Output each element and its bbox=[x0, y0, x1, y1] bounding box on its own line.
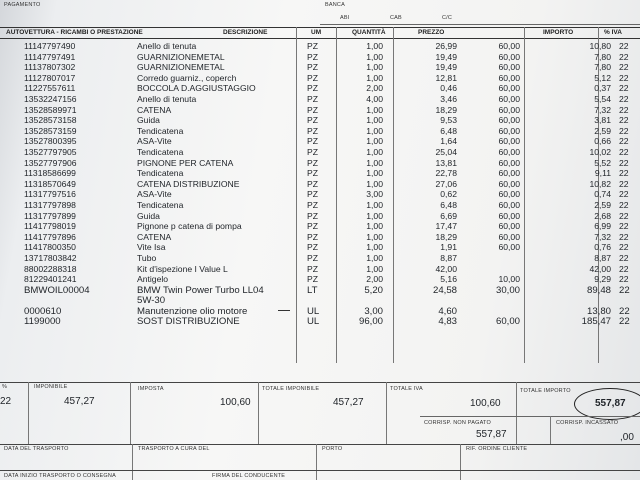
start-transport-label: DATA INIZIO TRASPORTO O CONSEGNA bbox=[4, 473, 116, 479]
tax-label: IMPOSTA bbox=[138, 386, 164, 392]
table-row bbox=[0, 264, 640, 274]
cell-disc: 60,00 bbox=[498, 231, 520, 242]
cell-um: UL bbox=[307, 305, 320, 317]
col-header-price: PREZZO bbox=[418, 29, 445, 36]
cell-vat: 22 bbox=[619, 94, 629, 104]
cell-qty: 1,00 bbox=[366, 231, 383, 242]
taxable-value: 457,27 bbox=[64, 396, 95, 407]
cell-price: 0,46 bbox=[440, 83, 457, 94]
cell-amount: 5,52 bbox=[594, 157, 611, 168]
transport-sep-2 bbox=[316, 444, 317, 480]
cell-um: LT bbox=[307, 284, 318, 296]
cell-desc: Tendicatena bbox=[137, 125, 184, 136]
cell-price: 4,83 bbox=[438, 316, 457, 328]
cell-code: 11227557611 bbox=[24, 83, 76, 94]
cell-desc-continued: 5W-30 bbox=[137, 294, 166, 306]
cell-code: 11317797898 bbox=[24, 200, 76, 210]
totals-sep-3 bbox=[258, 382, 259, 444]
table-row bbox=[0, 307, 640, 317]
cell-disc: 60,00 bbox=[498, 83, 520, 94]
cell-code: 11127807017 bbox=[24, 72, 76, 83]
cell-vat: 22 bbox=[619, 41, 629, 51]
cell-qty: 1,00 bbox=[366, 253, 383, 263]
cell-um: PZ bbox=[307, 200, 318, 210]
cell-desc: GUARNIZIONEMETAL bbox=[137, 51, 225, 62]
cell-qty: 1,00 bbox=[366, 157, 383, 168]
cell-amount: 2,59 bbox=[594, 125, 611, 136]
cell-vat: 22 bbox=[619, 72, 629, 83]
table-row bbox=[0, 189, 640, 199]
cell-code: 11147797490 bbox=[24, 41, 76, 51]
table-row bbox=[0, 136, 640, 146]
cell-disc: 60,00 bbox=[498, 147, 520, 157]
cell-um: PZ bbox=[307, 189, 318, 200]
cell-vat: 22 bbox=[619, 51, 629, 62]
cell-price: 5,16 bbox=[440, 274, 457, 285]
cell-price: 22,78 bbox=[435, 168, 457, 179]
payment-label: PAGAMENTO bbox=[4, 2, 41, 8]
cell-um: PZ bbox=[307, 221, 318, 232]
cell-qty: 2,00 bbox=[366, 83, 383, 94]
cell-um: PZ bbox=[307, 83, 318, 94]
cell-qty: 96,00 bbox=[358, 316, 383, 328]
cell-disc: 60,00 bbox=[498, 178, 520, 189]
collected-sep bbox=[550, 416, 551, 444]
cell-amount: 10,02 bbox=[589, 147, 611, 157]
handwritten-arrow-mark bbox=[278, 310, 290, 311]
cell-amount: 0,66 bbox=[594, 136, 611, 147]
cc-label: C/C bbox=[442, 15, 453, 21]
cell-desc: Guida bbox=[137, 210, 160, 221]
cell-code: 11417798019 bbox=[24, 221, 76, 232]
cell-um: PZ bbox=[307, 274, 318, 285]
cell-desc: Tendicatena bbox=[137, 147, 184, 157]
cell-code: 11137807302 bbox=[24, 62, 76, 73]
cell-price: 12,81 bbox=[435, 72, 457, 83]
cell-disc: 60,00 bbox=[498, 41, 520, 51]
cell-qty: 1,00 bbox=[366, 125, 383, 136]
cell-code: 11318570649 bbox=[24, 178, 76, 189]
cell-disc: 60,00 bbox=[498, 72, 520, 83]
cell-vat: 22 bbox=[619, 125, 629, 136]
cell-price: 4,60 bbox=[438, 305, 457, 317]
cell-disc: 60,00 bbox=[498, 210, 520, 221]
unpaid-rule bbox=[420, 416, 640, 417]
cell-disc: 60,00 bbox=[498, 221, 520, 232]
cell-amount: 42,00 bbox=[589, 263, 611, 274]
cell-amount: 10,82 bbox=[589, 178, 611, 189]
cell-amount: 7,80 bbox=[594, 62, 611, 73]
cell-um: PZ bbox=[307, 51, 318, 62]
cell-desc: CATENA bbox=[137, 104, 172, 115]
cell-um: PZ bbox=[307, 157, 318, 168]
table-row bbox=[0, 284, 640, 306]
cell-vat: 22 bbox=[619, 242, 629, 253]
cell-code: 13527800395 bbox=[24, 136, 77, 147]
cell-um: PZ bbox=[307, 242, 318, 253]
cell-amount: 185,47 bbox=[581, 316, 611, 328]
driver-signature-label: FIRMA DEL CONDUCENTE bbox=[212, 473, 286, 479]
cell-amount: 8,87 bbox=[594, 253, 611, 263]
table-row bbox=[0, 73, 640, 83]
cell-code: 13527797905 bbox=[24, 147, 77, 157]
cell-desc: ASA-Vite bbox=[137, 136, 172, 147]
cell-vat: 22 bbox=[619, 305, 630, 317]
cell-code: 13532247156 bbox=[24, 94, 77, 104]
cell-um: PZ bbox=[307, 115, 318, 126]
cell-qty: 1,00 bbox=[366, 72, 383, 83]
cell-price: 26,99 bbox=[435, 41, 457, 51]
cell-price: 6,48 bbox=[440, 200, 457, 210]
table-row bbox=[0, 115, 640, 125]
cell-amount: 5,54 bbox=[594, 94, 611, 104]
table-row bbox=[0, 83, 640, 93]
cell-disc: 60,00 bbox=[498, 189, 520, 200]
cell-disc: 60,00 bbox=[495, 316, 520, 328]
total-amount-value: 557,87 bbox=[595, 398, 626, 409]
cell-code: 1199000 bbox=[24, 316, 61, 328]
total-vat-label: TOTALE IVA bbox=[390, 386, 423, 392]
cell-amount: 10,80 bbox=[589, 41, 611, 51]
cell-amount: 7,32 bbox=[594, 231, 611, 242]
table-row bbox=[0, 147, 640, 157]
cell-price: 13,81 bbox=[435, 157, 457, 168]
cell-qty: 1,00 bbox=[366, 51, 383, 62]
cell-vat: 22 bbox=[619, 147, 629, 157]
cell-vat: 22 bbox=[619, 83, 629, 94]
cell-desc: Tendicatena bbox=[137, 200, 184, 210]
table-row bbox=[0, 317, 640, 327]
cell-code: 13717803842 bbox=[24, 253, 77, 263]
cell-qty: 1,00 bbox=[366, 104, 383, 115]
table-row bbox=[0, 253, 640, 263]
client-order-label: RIF. ORDINE CLIENTE bbox=[466, 446, 528, 452]
cell-code: BMWOIL00004 bbox=[24, 284, 90, 296]
header-top-rule bbox=[0, 27, 640, 28]
cell-desc: Corredo guarniz., coperch bbox=[137, 72, 237, 83]
cell-desc: CATENA DISTRIBUZIONE bbox=[137, 178, 240, 189]
cell-desc: GUARNIZIONEMETAL bbox=[137, 62, 225, 73]
cell-amount: 7,32 bbox=[594, 104, 611, 115]
cell-qty: 1,00 bbox=[366, 242, 383, 253]
cell-qty: 1,00 bbox=[366, 221, 383, 232]
transport-by-label: TRASPORTO A CURA DEL bbox=[138, 446, 210, 452]
cell-vat: 22 bbox=[619, 221, 629, 232]
cell-price: 24,58 bbox=[432, 284, 457, 296]
cell-um: PZ bbox=[307, 168, 318, 179]
table-row bbox=[0, 52, 640, 62]
cell-desc: Antigelo bbox=[137, 274, 169, 285]
cell-disc: 60,00 bbox=[498, 168, 520, 179]
cell-disc: 60,00 bbox=[498, 94, 520, 104]
cell-desc: SOST DISTRIBUZIONE bbox=[137, 316, 240, 328]
total-vat-value: 100,60 bbox=[470, 398, 501, 409]
cell-price: 9,53 bbox=[440, 115, 457, 126]
cell-amount: 89,48 bbox=[586, 284, 611, 296]
cell-amount: 6,99 bbox=[594, 221, 611, 232]
cell-qty: 1,00 bbox=[366, 136, 383, 147]
tax-value: 100,60 bbox=[220, 397, 251, 408]
cell-qty: 1,00 bbox=[366, 210, 383, 221]
cell-desc: Guida bbox=[137, 115, 160, 126]
cell-price: 27,06 bbox=[435, 178, 457, 189]
table-row bbox=[0, 200, 640, 210]
cell-vat: 22 bbox=[619, 210, 629, 221]
cell-amount: 7,80 bbox=[594, 51, 611, 62]
cell-price: 25,04 bbox=[435, 147, 457, 157]
cell-price: 1,91 bbox=[440, 242, 457, 253]
total-amount-label: TOTALE IMPORTO bbox=[520, 388, 571, 394]
table-row bbox=[0, 62, 640, 72]
cell-amount: 9,29 bbox=[594, 274, 611, 285]
cell-amount: 13,80 bbox=[586, 305, 611, 317]
cell-desc: Manutenzione olio motore bbox=[137, 305, 248, 317]
col-header-um: UM bbox=[311, 29, 322, 36]
cell-amount: 2,59 bbox=[594, 200, 611, 210]
cell-amount: 9,11 bbox=[594, 168, 611, 179]
cell-price: 0,62 bbox=[440, 189, 457, 200]
col-header-quantity: QUANTITÀ bbox=[352, 29, 386, 36]
cell-code: 88002288318 bbox=[24, 263, 77, 274]
collected-value: ,00 bbox=[620, 432, 634, 443]
port-label: PORTO bbox=[322, 446, 343, 452]
cell-desc: ASA-Vite bbox=[137, 189, 172, 200]
cell-vat: 22 bbox=[619, 284, 630, 296]
table-row bbox=[0, 274, 640, 284]
cell-vat: 22 bbox=[619, 263, 629, 274]
total-taxable-value: 457,27 bbox=[333, 397, 364, 408]
cell-desc: Tendicatena bbox=[137, 168, 184, 179]
cell-price: 42,00 bbox=[435, 263, 457, 274]
cell-vat: 22 bbox=[619, 104, 629, 115]
cell-um: UL bbox=[307, 316, 320, 328]
cell-price: 18,29 bbox=[435, 231, 457, 242]
cell-um: PZ bbox=[307, 263, 318, 274]
cell-um: PZ bbox=[307, 62, 318, 73]
cell-qty: 1,00 bbox=[366, 115, 383, 126]
cell-amount: 5,12 bbox=[594, 72, 611, 83]
taxable-label: IMPONIBILE bbox=[34, 384, 68, 390]
unpaid-label: CORRISP. NON PAGATO bbox=[424, 420, 491, 426]
table-row bbox=[0, 105, 640, 115]
cell-disc: 60,00 bbox=[498, 51, 520, 62]
cell-price: 6,69 bbox=[440, 210, 457, 221]
col-header-amount: IMPORTO bbox=[543, 29, 574, 36]
cell-desc: Kit d'ispezione I Value L bbox=[137, 263, 228, 274]
cell-price: 17,47 bbox=[435, 221, 457, 232]
transport-top-rule bbox=[0, 444, 640, 445]
cell-desc: BOCCOLA D.AGGIUSTAGGIO bbox=[137, 83, 256, 94]
cell-desc: Vite Isa bbox=[137, 242, 166, 253]
bottom-rule bbox=[0, 470, 640, 471]
cell-um: PZ bbox=[307, 136, 318, 147]
cell-um: PZ bbox=[307, 231, 318, 242]
cell-desc: PIGNONE PER CATENA bbox=[137, 157, 234, 168]
bank-divider bbox=[320, 24, 640, 25]
cell-code: 0000610 bbox=[24, 305, 62, 317]
table-row bbox=[0, 168, 640, 178]
cell-vat: 22 bbox=[619, 231, 629, 242]
cell-qty: 5,20 bbox=[364, 284, 383, 296]
table-row bbox=[0, 179, 640, 189]
cell-amount: 0,76 bbox=[594, 242, 611, 253]
cell-qty: 1,00 bbox=[366, 263, 383, 274]
cell-vat: 22 bbox=[619, 200, 629, 210]
cell-amount: 0,37 bbox=[594, 83, 611, 94]
transport-sep-3 bbox=[460, 444, 461, 480]
abi-label: ABI bbox=[340, 15, 350, 21]
col-header-vat: % IVA bbox=[604, 29, 622, 36]
cell-code: 13528589971 bbox=[24, 104, 77, 115]
table-row bbox=[0, 94, 640, 104]
cell-vat: 22 bbox=[619, 168, 629, 179]
cell-code: 11417800350 bbox=[24, 242, 76, 253]
cell-disc: 60,00 bbox=[498, 125, 520, 136]
table-row bbox=[0, 41, 640, 51]
cell-price: 8,87 bbox=[440, 253, 457, 263]
unpaid-value: 557,87 bbox=[476, 429, 507, 440]
cell-vat: 22 bbox=[619, 274, 629, 285]
cell-code: 11317797899 bbox=[24, 210, 76, 221]
cell-qty: 3,00 bbox=[366, 189, 383, 200]
col-header-code: AUTOVETTURA - RICAMBI O PRESTAZIONE bbox=[6, 29, 143, 36]
cell-desc: Anello di tenuta bbox=[137, 94, 197, 104]
cell-desc: Pignone p catena di pompa bbox=[137, 221, 242, 232]
col-header-description: DESCRIZIONE bbox=[223, 29, 268, 36]
cell-price: 1,64 bbox=[440, 136, 457, 147]
cell-qty: 1,00 bbox=[366, 41, 383, 51]
cell-vat: 22 bbox=[619, 157, 629, 168]
totals-sep-1 bbox=[28, 382, 29, 444]
cell-um: PZ bbox=[307, 125, 318, 136]
totals-sep-5 bbox=[516, 382, 517, 444]
cell-disc: 60,00 bbox=[498, 136, 520, 147]
cell-amount: 3,81 bbox=[594, 115, 611, 126]
cell-vat: 22 bbox=[619, 189, 629, 200]
cell-code: 11417797896 bbox=[24, 231, 76, 242]
table-row bbox=[0, 221, 640, 231]
totals-sep-2 bbox=[130, 382, 131, 444]
cell-code: 13528573159 bbox=[24, 125, 77, 136]
total-taxable-label: TOTALE IMPONIBILE bbox=[262, 386, 320, 392]
cell-qty: 1,00 bbox=[366, 168, 383, 179]
cell-qty: 2,00 bbox=[366, 274, 383, 285]
cell-desc: Tubo bbox=[137, 253, 157, 263]
cell-um: PZ bbox=[307, 178, 318, 189]
cell-desc: CATENA bbox=[137, 231, 172, 242]
bank-label: BANCA bbox=[325, 2, 345, 8]
cell-disc: 60,00 bbox=[498, 104, 520, 115]
cell-um: PZ bbox=[307, 41, 318, 51]
cell-um: PZ bbox=[307, 147, 318, 157]
collected-label: CORRISP. INCASSATO bbox=[556, 420, 619, 426]
cell-vat: 22 bbox=[619, 316, 630, 328]
cell-desc: Anello di tenuta bbox=[137, 41, 197, 51]
table-row bbox=[0, 242, 640, 252]
transport-date-label: DATA DEL TRASPORTO bbox=[4, 446, 69, 452]
cell-code: 81229401241 bbox=[24, 274, 77, 285]
cell-vat: 22 bbox=[619, 115, 629, 126]
cell-disc: 60,00 bbox=[498, 242, 520, 253]
cell-qty: 4,00 bbox=[366, 94, 383, 104]
cell-vat: 22 bbox=[619, 178, 629, 189]
cell-vat: 22 bbox=[619, 62, 629, 73]
cell-amount: 2,68 bbox=[594, 210, 611, 221]
cell-disc: 30,00 bbox=[495, 284, 520, 296]
header-bottom-rule bbox=[0, 38, 640, 39]
cell-disc: 60,00 bbox=[498, 115, 520, 126]
cell-qty: 1,00 bbox=[366, 62, 383, 73]
cell-disc: 10,00 bbox=[498, 274, 520, 285]
transport-sep-1 bbox=[132, 444, 133, 480]
cell-um: PZ bbox=[307, 104, 318, 115]
cell-disc: 60,00 bbox=[498, 62, 520, 73]
vat-percent-value: 22 bbox=[0, 396, 12, 407]
cell-qty: 1,00 bbox=[366, 178, 383, 189]
cell-desc: BMW Twin Power Turbo LL04 bbox=[137, 284, 264, 296]
cell-code: 11317797516 bbox=[24, 189, 76, 200]
cell-disc: 60,00 bbox=[498, 200, 520, 210]
table-row bbox=[0, 126, 640, 136]
table-row bbox=[0, 158, 640, 168]
cell-um: PZ bbox=[307, 210, 318, 221]
cell-qty: 1,00 bbox=[366, 147, 383, 157]
cell-um: PZ bbox=[307, 253, 318, 263]
cell-vat: 22 bbox=[619, 136, 629, 147]
cell-um: PZ bbox=[307, 94, 318, 104]
cell-qty: 1,00 bbox=[366, 200, 383, 210]
cell-price: 19,49 bbox=[435, 51, 457, 62]
cell-price: 19,49 bbox=[435, 62, 457, 73]
totals-top-rule bbox=[0, 382, 640, 383]
cell-price: 18,29 bbox=[435, 104, 457, 115]
cell-code: 13527797906 bbox=[24, 157, 77, 168]
cell-code: 11318586699 bbox=[24, 168, 76, 179]
cell-qty: 3,00 bbox=[364, 305, 383, 317]
table-row bbox=[0, 211, 640, 221]
cell-price: 3,46 bbox=[440, 94, 457, 104]
cell-price: 6,48 bbox=[440, 125, 457, 136]
vat-percent-label: % bbox=[2, 384, 8, 390]
cab-label: CAB bbox=[390, 15, 402, 21]
table-row bbox=[0, 232, 640, 242]
cell-code: 11147797491 bbox=[24, 51, 76, 62]
cell-code: 13528573158 bbox=[24, 115, 77, 126]
cell-vat: 22 bbox=[619, 253, 629, 263]
totals-sep-4 bbox=[386, 382, 387, 444]
cell-disc: 60,00 bbox=[498, 157, 520, 168]
cell-um: PZ bbox=[307, 72, 318, 83]
cell-amount: 0,74 bbox=[594, 189, 611, 200]
